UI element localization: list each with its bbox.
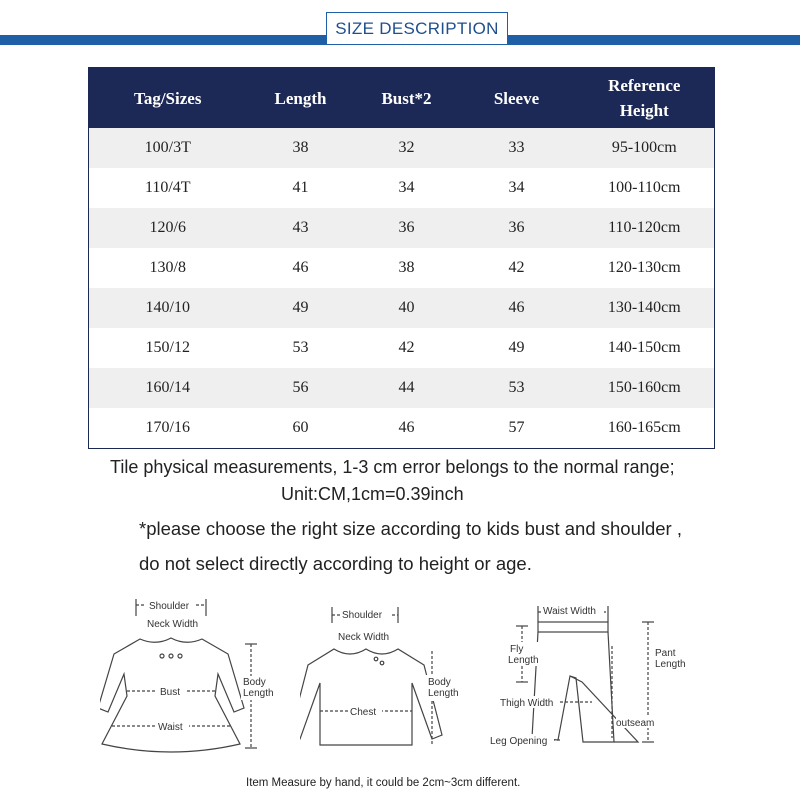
table-row	[89, 368, 715, 408]
footer-note: Item Measure by hand, it could be 2cm~3cm different.	[246, 777, 521, 789]
pants-measure-diagram	[488, 602, 700, 752]
cell-length: 49	[247, 288, 355, 328]
cell-height: 95-100cm	[575, 128, 715, 168]
dress-illustration	[100, 596, 285, 771]
cell-height: 150-160cm	[575, 368, 715, 408]
cell-length: 41	[247, 168, 355, 208]
shirt-illustration	[300, 603, 470, 753]
cell-height: 130-140cm	[575, 288, 715, 328]
note-choose-size: *please choose the right size according to kids bust and shoulder ,	[139, 518, 682, 539]
dress-shoulder-label: Shoulder	[149, 601, 190, 612]
cell-length: 60	[247, 408, 355, 449]
note-measurement-error: Tile physical measurements, 1-3 cm error belongs to the normal range;	[110, 457, 675, 477]
cell-length: 46	[247, 248, 355, 288]
pants-pant-label: Pant	[655, 648, 676, 659]
cell-size: 150/12	[89, 328, 247, 368]
cell-bust: 36	[355, 208, 459, 248]
cell-bust: 32	[355, 128, 459, 168]
shirt-shoulder-label: Shoulder	[342, 610, 383, 621]
cell-height: 140-150cm	[575, 328, 715, 368]
shirt-length-label: Length	[428, 688, 459, 699]
size-table	[88, 67, 715, 449]
pants-outseam-label: outseam	[616, 718, 655, 729]
reference-height-label: Reference Height	[608, 76, 681, 120]
dress-bust-label: Bust	[160, 687, 181, 698]
dress-body-label: Body	[243, 677, 266, 688]
dress-measure-diagram	[100, 596, 285, 771]
pants-thigh-width-label: Thigh Width	[500, 698, 554, 709]
shirt-body-label: Body	[428, 677, 451, 688]
table-header-row	[89, 68, 715, 129]
cell-size: 110/4T	[89, 168, 247, 208]
cell-height: 160-165cm	[575, 408, 715, 449]
column-header-sleeve: Sleeve	[459, 68, 575, 129]
pants-fly-length-label: Length	[508, 655, 539, 666]
table-row	[89, 208, 715, 248]
cell-bust: 44	[355, 368, 459, 408]
cell-bust: 46	[355, 408, 459, 449]
cell-size: 100/3T	[89, 128, 247, 168]
cell-size: 140/10	[89, 288, 247, 328]
cell-length: 43	[247, 208, 355, 248]
table-row	[89, 288, 715, 328]
cell-height: 120-130cm	[575, 248, 715, 288]
pants-waist-width-label: Waist Width	[543, 606, 596, 617]
cell-bust: 42	[355, 328, 459, 368]
page-title: SIZE DESCRIPTION	[326, 12, 508, 44]
dress-neck-width-label: Neck Width	[147, 619, 199, 630]
cell-height: 100-110cm	[575, 168, 715, 208]
cell-length: 53	[247, 328, 355, 368]
pants-leg-opening-label: Leg Opening	[490, 736, 548, 747]
cell-sleeve: 34	[459, 168, 575, 208]
cell-size: 160/14	[89, 368, 247, 408]
cell-sleeve: 42	[459, 248, 575, 288]
cell-sleeve: 36	[459, 208, 575, 248]
cell-sleeve: 49	[459, 328, 575, 368]
shirt-measure-diagram	[300, 603, 470, 753]
cell-sleeve: 57	[459, 408, 575, 449]
cell-length: 38	[247, 128, 355, 168]
cell-size: 130/8	[89, 248, 247, 288]
note-do-not-select: do not select directly according to height or age.	[139, 553, 532, 574]
pants-illustration	[488, 602, 700, 752]
cell-height: 110-120cm	[575, 208, 715, 248]
column-header-bust: Bust*2	[355, 68, 459, 129]
shirt-neck-width-label: Neck Width	[338, 632, 390, 643]
cell-sleeve: 53	[459, 368, 575, 408]
shirt-chest-label: Chest	[350, 707, 377, 718]
dress-waist-label: Waist	[158, 722, 183, 733]
cell-size: 170/16	[89, 408, 247, 449]
column-header-length: Length	[247, 68, 355, 129]
cell-bust: 38	[355, 248, 459, 288]
table-row	[89, 408, 715, 449]
cell-size: 120/6	[89, 208, 247, 248]
table-row	[89, 168, 715, 208]
cell-bust: 34	[355, 168, 459, 208]
pants-fly-label: Fly	[510, 644, 524, 655]
pants-pant-length-label: Length	[655, 659, 686, 670]
cell-bust: 40	[355, 288, 459, 328]
cell-sleeve: 46	[459, 288, 575, 328]
note-unit: Unit:CM,1cm=0.39inch	[281, 484, 464, 504]
cell-length: 56	[247, 368, 355, 408]
cell-sleeve: 33	[459, 128, 575, 168]
column-header-reference-height	[575, 68, 715, 129]
table-row	[89, 128, 715, 168]
table-row	[89, 328, 715, 368]
dress-length-label: Length	[243, 688, 274, 699]
column-header-tag-sizes: Tag/Sizes	[89, 68, 247, 129]
table-row	[89, 248, 715, 288]
